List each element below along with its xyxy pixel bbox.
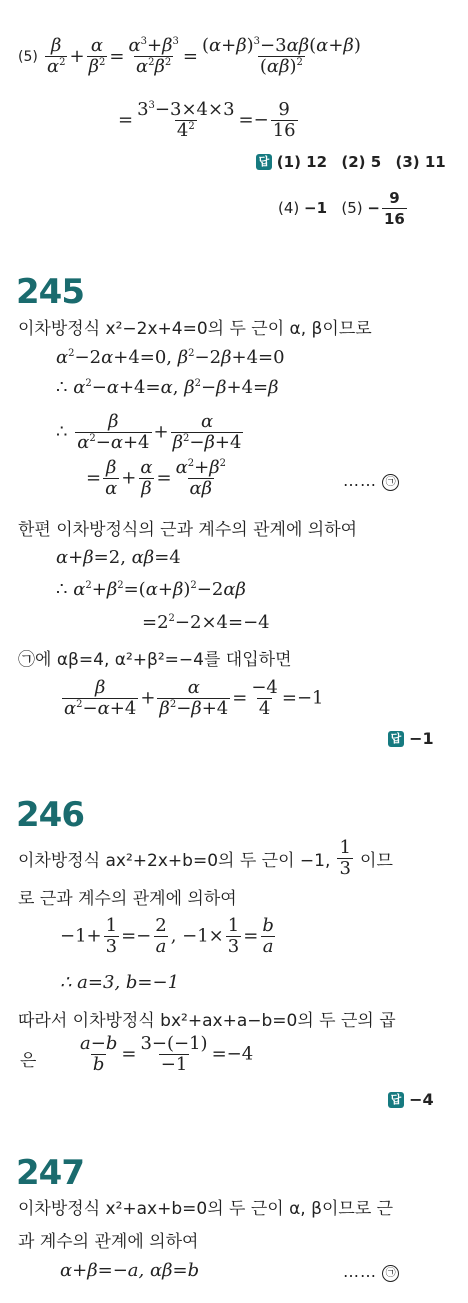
prev-item5-block: [18, 36, 365, 77]
circle-label: ㉠: [382, 474, 399, 491]
fraction-denominator: 16: [383, 210, 405, 228]
fraction-numerator: 9: [389, 189, 400, 207]
p245-eq4-ref: [343, 471, 399, 491]
answer-badge: 답: [388, 1092, 404, 1108]
answer-badge: 답: [388, 731, 404, 747]
answer-value: −1: [304, 199, 328, 217]
p246-result: ∴ a=3, b=−1: [60, 972, 180, 993]
item-label: (5): [18, 49, 38, 65]
p245-eq6: ∴ $\alpha^2+\beta^2=(\alpha+\beta)^2-2\alpha\beta$: [56, 579, 246, 600]
answer-value: −: [367, 199, 380, 217]
answer-value: −1: [409, 729, 434, 748]
dots: ……: [343, 471, 377, 490]
prev-item5-equation: $\frac{\beta}{\alpha^2}$ + $\frac{\alpha}{\beta^2}$ = $\frac{\alpha^3+\beta^3}{\alpha^2\beta^2}$ = $\frac{(\alpha+\beta)^3-3\alpha\beta(\alpha+\beta)}{(\alpha\beta)^2}$: [46, 35, 361, 77]
p247-eq1-ref: [343, 1262, 399, 1282]
p246-intro-a: 이차방정식 ax²+2x+b=0의 두 근이 −1,: [18, 851, 331, 871]
p247-eq1: α+β=−a, αβ=b: [60, 1260, 200, 1281]
answer-label: (4): [278, 199, 300, 217]
fraction-one-third: $\frac{1}{3}$: [339, 837, 351, 879]
p245-eq1: $\alpha^2-2\alpha+4=0$, $\beta^2-2\beta+4=0$: [56, 347, 285, 368]
p245-eq3: ∴ $\frac{\beta}{\alpha^2-\alpha+4}$ + $\frac{\alpha}{\beta^2-\beta+4}$: [56, 411, 242, 453]
answer-label: (5): [341, 199, 363, 217]
p245-substitute: ㉠에 αβ=4, α²+β²=−4를 대입하면: [18, 650, 292, 670]
answer-badge: 답: [256, 154, 272, 170]
p247-intro-a: 이차방정식 x²+ax+b=0의 두 근이 α, β이므로 근: [18, 1199, 394, 1219]
circle-label: ㉠: [382, 1265, 399, 1282]
p245-intro: 이차방정식 x²−2x+4=0의 두 근이 α, β이므로: [18, 319, 372, 339]
p245-hanmyeon: 한편 이차방정식의 근과 계수의 관계에 의하여: [18, 520, 358, 540]
prev-answer-line1: [256, 153, 446, 171]
problem-number-247: 247: [16, 1153, 84, 1193]
p246-intro-c: 로 근과 계수의 관계에 의하여: [18, 889, 237, 909]
p245-eq4: = $\frac{\beta}{\alpha}$ + $\frac{\alpha}{\beta}$ = $\frac{\alpha^2+\beta^2}{\alpha\beta}$: [86, 457, 226, 499]
p246-intro-line: [18, 838, 393, 879]
dots: ……: [343, 1262, 377, 1281]
problem-number-245: 245: [16, 272, 84, 312]
p246-intro-b: 이므: [360, 851, 393, 871]
prev-answer-line2: [278, 188, 409, 229]
p246-eun: 은: [20, 1051, 37, 1071]
problem-number-246: 246: [16, 795, 84, 835]
p245-eq8: $\frac{\beta}{\alpha^2-\alpha+4}$ + $\frac{\alpha}{\beta^2-\beta+4}$ = $\frac{-4}{4}$ =−1: [64, 677, 324, 719]
answer-item: (1) 12: [276, 153, 328, 171]
answer-value: −4: [409, 1090, 434, 1109]
prev-item5-equation-2: = $\frac{3^3-3\times 4\times 3}{4^2}$ =− $\frac{9}{16}$: [118, 99, 296, 141]
p245-eq7: $=2^2-2\times 4=-4$: [142, 612, 270, 633]
p245-answer: [388, 729, 434, 748]
answer-item: (2) 5: [341, 153, 382, 171]
p245-eq2: ∴ $\alpha^2-\alpha+4=\alpha$, $\beta^2-\beta+4=\beta$: [56, 377, 279, 398]
p246-eq1: −1+ $\frac{1}{3}$ =− $\frac{2}{a}$ , −1× $\frac{1}{3}$ = $\frac{b}{a}$: [60, 915, 274, 957]
p246-therefore: 따라서 이차방정식 bx²+ax+a−b=0의 두 근의 곱: [18, 1011, 396, 1031]
p245-eq5: α+β=2, αβ=4: [56, 547, 181, 568]
p247-intro-b: 과 계수의 관계에 의하여: [18, 1232, 199, 1252]
answer-item: (3) 11: [395, 153, 446, 171]
p246-eq2: $\frac{a-b}{b}$ = $\frac{3-(-1)}{-1}$ =−4: [80, 1033, 254, 1075]
p246-answer: [388, 1090, 434, 1109]
